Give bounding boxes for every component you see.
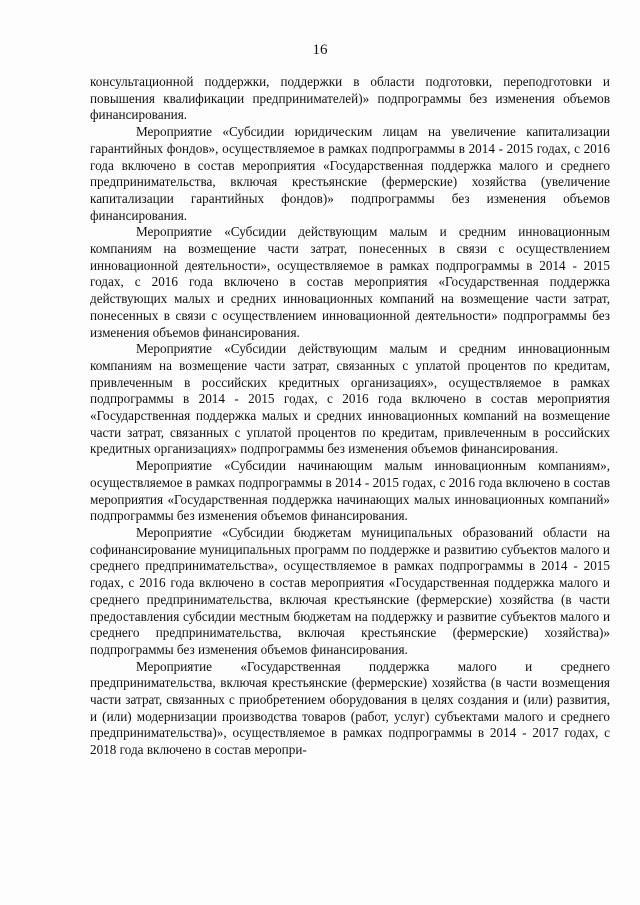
paragraph-municipal-budgets: Мероприятие «Субсидии бюджетам муниципальных образований области на софинансирование муниципальных программ по поддержке и развитию субъектов малого и среднего предпринимательства», осуществляемое в рамках подпрограммы в 2014 - 2015 годах, с 2016 года включено в состав мероприятия «Государственная поддержка малого и среднего предпринимательства, включая крестьянские (фермерские) хозяйства (в части предоставления субсидии местным бюджетам на поддержку и развитие субъектов малого и среднего предпринимательства, включая крестьянские (фермерские) хозяйства)» подпрограммы без изменения объемов финансирования. bbox=[90, 524, 610, 657]
paragraph-loan-interest: Мероприятие «Субсидии действующим малым и средним инновационным компаниям на возмещение части затрат, связанных с уплатой процентов по кредитам, привлеченным в российских кредитных организациях», осуществляемое в рамках подпрограммы в 2014 - 2015 годах, с 2016 года включено в состав мероприятия «Государственная поддержка малых и средних инновационных компаний на возмещение части затрат, связанных с уплатой процентов по кредитам, привлеченным в российских кредитных организациях» подпрограммы без изменения объемов финансирования. bbox=[90, 341, 610, 457]
document-body bbox=[90, 74, 610, 759]
page-number: 16 bbox=[312, 42, 328, 58]
paragraph-startup-companies: Мероприятие «Субсидии начинающим малым инновационным компаниям», осуществляемое в рамках подпрограммы в 2014 - 2015 годах, с 2016 года включено в состав мероприятия «Государственная поддержка начинающих малых инновационных компаний» подпрограммы без изменения объемов финансирования. bbox=[90, 458, 610, 524]
paragraph-guarantee-funds: Мероприятие «Субсидии юридическим лицам на увеличение капитализации гарантийных фондов», осуществляемое в рамках подпрограммы в 2014 - 2015 годах, с 2016 года включено в состав мероприятия «Государственная поддержка малого и среднего предпринимательства, включая крестьянские (фермерские) хозяйства (увеличение капитализации гарантийных фондов)» подпрограммы без изменения объемов финансирования. bbox=[90, 124, 610, 223]
paragraph-equipment-purchase: Мероприятие «Государственная поддержка малого и среднего предпринимательства, включая крестьянские (фермерские) хозяйства (в части возмещения части затрат, связанных с приобретением оборудования в целях создания и (или) развития, и (или) модернизации производства товаров (работ, услуг) субъектами малого и среднего предпринимательства)», осуществляемое в рамках подпрограммы в 2014 - 2017 годах, с 2018 года включено в состав меропри- bbox=[90, 658, 610, 758]
paragraph-innovation-activity: Мероприятие «Субсидии действующим малым и средним инновационным компаниям на возмещение части затрат, понесенных в связи с осуществлением инновационной деятельности», осуществляемое в рамках подпрограммы в 2014 - 2015 годах, с 2016 года включено в состав мероприятия «Государственная поддержка действующих малых и средних инновационных компаний на возмещение части затрат, понесенных в связи с осуществлением инновационной деятельности» подпрограммы без изменения объемов финансирования. bbox=[90, 224, 610, 340]
paragraph-continuation: консультационной поддержки, поддержки в области подготовки, переподготовки и повышения квалификации предпринимателей)» подпрограммы без изменения объемов финансирования. bbox=[90, 74, 610, 123]
